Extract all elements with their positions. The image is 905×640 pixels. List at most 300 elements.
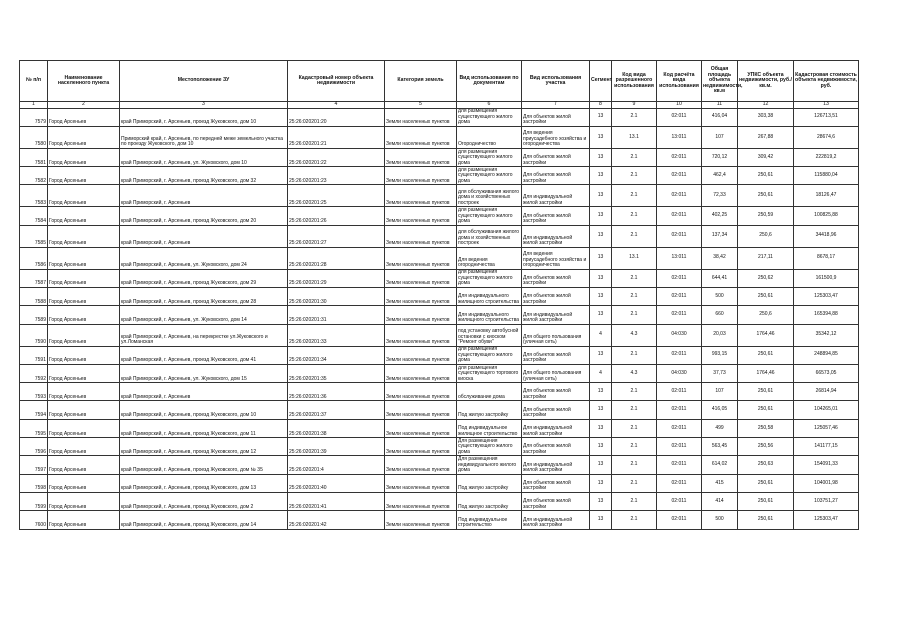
segment-cell: 13 [590,148,612,166]
cadastral-value-cell: 125057,46 [794,419,859,437]
segment-cell: 13 [590,287,612,305]
location-cell: край Приморский, г. Арсеньев, ул. Жуковского, дом 24 [120,247,288,269]
row-number-cell: 7586 [20,247,48,269]
row-number-cell: 7582 [20,167,48,185]
cadastral-value-cell: 35342,12 [794,324,859,346]
table-row [20,207,859,225]
cadastral-number-cell: 25:26:020201:4 [288,456,385,474]
table-row [20,167,859,185]
area-cell: 644,41 [702,269,738,287]
permitted-use-code-cell: 2.1 [612,306,657,324]
column-header: Вид использования участка [522,61,590,102]
table-row [20,474,859,492]
cadastral-number-cell: 25:26:020201:30 [288,287,385,305]
segment-cell: 13 [590,167,612,185]
location-cell: край Приморский, г. Арсеньев, проезд Жуковского, дом 11 [120,419,288,437]
land-category-cell: Земли населенных пунктов [385,207,457,225]
usage-by-documents-cell: Под жилую застройку [457,401,522,419]
row-number-cell: 7579 [20,108,48,126]
area-cell: 107 [702,126,738,148]
table-row [20,456,859,474]
usage-by-documents-cell: Под жилую застройку [457,492,522,510]
settlement-name-cell: Город Арсеньев [48,438,120,456]
cadastral-number-cell: 25:26:020201:29 [288,269,385,287]
area-cell: 993,15 [702,346,738,364]
column-number: 10 [657,102,702,109]
usage-of-plot-cell: Для объектов жилой застройки [522,474,590,492]
segment-cell: 13 [590,207,612,225]
calc-use-code-cell: 02:011 [657,185,702,207]
usage-by-documents-cell: для размещения существующего торгового киоска [457,364,522,382]
land-category-cell: Земли населенных пунктов [385,474,457,492]
column-header: Сегмент [590,61,612,102]
segment-cell: 13 [590,474,612,492]
usage-of-plot-cell: Для индивидуальной жилой застройки [522,306,590,324]
location-cell: край Приморский, г. Арсеньев, проезд Жуковского, дом 2 [120,492,288,510]
cadastral-value-cell: 26814,94 [794,383,859,401]
cadastral-number-cell: 25:26:020201:42 [288,511,385,529]
location-cell: край Приморский, г. Арсеньев, ул. Жуковского, дом 14 [120,306,288,324]
table-row [20,492,859,510]
land-category-cell: Земли населенных пунктов [385,269,457,287]
usage-by-documents-cell: для размещения существующего жилого дома [457,108,522,126]
upks-value-cell: 250,61 [738,511,794,529]
table-row [20,401,859,419]
column-number: 6 [457,102,522,109]
calc-use-code-cell: 04:030 [657,324,702,346]
table-row [20,185,859,207]
header-row [20,61,859,102]
upks-value-cell: 1764,46 [738,324,794,346]
calc-use-code-cell: 02:011 [657,306,702,324]
table-row [20,108,859,126]
land-category-cell: Земли населенных пунктов [385,287,457,305]
row-number-cell: 7598 [20,474,48,492]
usage-of-plot-cell: Для индивидуальной жилой застройки [522,511,590,529]
usage-of-plot-cell: Для ведения приусадебного хозяйства и огородничества [522,247,590,269]
cadastral-value-cell: 115880,04 [794,167,859,185]
calc-use-code-cell: 02:011 [657,167,702,185]
calc-use-code-cell: 02:011 [657,456,702,474]
area-cell: 137,34 [702,225,738,247]
usage-of-plot-cell: Для объектов жилой застройки [522,492,590,510]
upks-value-cell: 250,63 [738,456,794,474]
cadastral-number-cell: 25:26:020201:21 [288,126,385,148]
upks-value-cell: 267,88 [738,126,794,148]
column-number: 2 [48,102,120,109]
land-category-cell: Земли населенных пунктов [385,364,457,382]
permitted-use-code-cell: 13.1 [612,126,657,148]
cadastral-number-cell: 25:26:020201:20 [288,108,385,126]
row-number-cell: 7592 [20,364,48,382]
settlement-name-cell: Город Арсеньев [48,419,120,437]
calc-use-code-cell: 04:030 [657,364,702,382]
area-cell: 462,4 [702,167,738,185]
location-cell: край Приморский, г. Арсеньев, проезд Жуковского, дом № 35 [120,456,288,474]
location-cell: край Приморский, г. Арсеньев, ул. Жуковского, дом 15 [120,364,288,382]
usage-of-plot-cell: Для объектов жилой застройки [522,346,590,364]
area-cell: 720,12 [702,148,738,166]
column-header: Код вида разрешенного использования [612,61,657,102]
cadastral-value-cell: 28674,6 [794,126,859,148]
usage-of-plot-cell: Для объектов жилой застройки [522,287,590,305]
area-cell: 416,04 [702,108,738,126]
calc-use-code-cell: 02:011 [657,207,702,225]
usage-by-documents-cell: Для ведения огородничества [457,247,522,269]
table-row [20,419,859,437]
usage-of-plot-cell: Для индивидуальной жилой застройки [522,419,590,437]
area-cell: 107 [702,383,738,401]
land-category-cell: Земли населенных пунктов [385,167,457,185]
upks-value-cell: 1764,46 [738,364,794,382]
settlement-name-cell: Город Арсеньев [48,401,120,419]
cadastral-number-cell: 25:26:020201:41 [288,492,385,510]
settlement-name-cell: Город Арсеньев [48,306,120,324]
segment-cell: 13 [590,108,612,126]
table-row [20,324,859,346]
cadastral-value-cell: 165394,88 [794,306,859,324]
row-number-cell: 7584 [20,207,48,225]
cadastral-value-cell: 248894,85 [794,346,859,364]
column-number: 7 [522,102,590,109]
permitted-use-code-cell: 2.1 [612,438,657,456]
settlement-name-cell: Город Арсеньев [48,456,120,474]
area-cell: 402,25 [702,207,738,225]
upks-value-cell: 250,59 [738,207,794,225]
cadastral-value-cell: 104001,98 [794,474,859,492]
table-row [20,438,859,456]
land-category-cell: Земли населенных пунктов [385,225,457,247]
settlement-name-cell: Город Арсеньев [48,287,120,305]
segment-cell: 13 [590,269,612,287]
cadastral-value-cell: 126713,51 [794,108,859,126]
cadastral-value-cell: 103751,27 [794,492,859,510]
calc-use-code-cell: 02:011 [657,287,702,305]
column-header: УПКС объекта недвижимости, руб./кв.м. [738,61,794,102]
table-row [20,225,859,247]
segment-cell: 13 [590,383,612,401]
segment-cell: 13 [590,126,612,148]
upks-value-cell: 250,61 [738,185,794,207]
row-number-cell: 7594 [20,401,48,419]
upks-value-cell: 250,6 [738,225,794,247]
column-number: 11 [702,102,738,109]
row-number-cell: 7585 [20,225,48,247]
area-cell: 500 [702,511,738,529]
segment-cell: 13 [590,419,612,437]
usage-by-documents-cell: для размещения существующего жилого дома [457,346,522,364]
permitted-use-code-cell: 2.1 [612,207,657,225]
usage-by-documents-cell: обслуживание дома [457,383,522,401]
permitted-use-code-cell: 2.1 [612,383,657,401]
land-category-cell: Земли населенных пунктов [385,346,457,364]
location-cell: край Приморский, г. Арсеньев [120,185,288,207]
upks-value-cell: 303,38 [738,108,794,126]
row-number-cell: 7597 [20,456,48,474]
calc-use-code-cell: 02:011 [657,492,702,510]
area-cell: 563,45 [702,438,738,456]
location-cell: край Приморский, г. Арсеньев, проезд Жуковского, дом 12 [120,438,288,456]
cadastral-value-table [19,60,859,530]
usage-by-documents-cell: Для индивидуального жилищного строительства [457,287,522,305]
segment-cell: 13 [590,247,612,269]
segment-cell: 13 [590,401,612,419]
cadastral-value-cell: 222819,2 [794,148,859,166]
table-row [20,346,859,364]
area-cell: 414 [702,492,738,510]
permitted-use-code-cell: 2.1 [612,108,657,126]
usage-of-plot-cell: Для объектов жилой застройки [522,438,590,456]
cadastral-number-cell: 25:26:020201:27 [288,225,385,247]
cadastral-number-cell: 25:26:020201:31 [288,306,385,324]
land-category-cell: Земли населенных пунктов [385,148,457,166]
area-cell: 660 [702,306,738,324]
table-row [20,511,859,529]
row-number-cell: 7600 [20,511,48,529]
row-number-cell: 7593 [20,383,48,401]
land-category-cell: Земли населенных пунктов [385,185,457,207]
cadastral-number-cell: 25:26:020201:40 [288,474,385,492]
calc-use-code-cell: 02:011 [657,225,702,247]
settlement-name-cell: Город Арсеньев [48,324,120,346]
table-header [20,61,859,109]
cadastral-number-cell: 25:26:020201:37 [288,401,385,419]
upks-value-cell: 250,61 [738,287,794,305]
location-cell: край Приморский, г. Арсеньев, проезд Жуковского, дом 10 [120,108,288,126]
row-number-cell: 7587 [20,269,48,287]
row-number-cell: 7581 [20,148,48,166]
permitted-use-code-cell: 2.1 [612,225,657,247]
upks-value-cell: 309,42 [738,148,794,166]
location-cell: край Приморский, г. Арсеньев [120,383,288,401]
land-category-cell: Земли населенных пунктов [385,492,457,510]
usage-by-documents-cell: Под индивидуальное строительство [457,511,522,529]
calc-use-code-cell: 02:011 [657,474,702,492]
table-row [20,364,859,382]
usage-of-plot-cell: Для объектов жилой застройки [522,167,590,185]
cadastral-number-cell: 25:26:020201:34 [288,346,385,364]
land-category-cell: Земли населенных пунктов [385,306,457,324]
table-row [20,287,859,305]
usage-by-documents-cell: для размещения существующего жилого дома [457,207,522,225]
land-category-cell: Земли населенных пунктов [385,419,457,437]
usage-of-plot-cell: Для объектов жилой застройки [522,401,590,419]
row-number-cell: 7599 [20,492,48,510]
calc-use-code-cell: 02:011 [657,383,702,401]
segment-cell: 13 [590,511,612,529]
permitted-use-code-cell: 2.1 [612,148,657,166]
cadastral-value-cell: 18126,47 [794,185,859,207]
row-number-cell: 7590 [20,324,48,346]
upks-value-cell: 250,61 [738,474,794,492]
location-cell: край Приморский, г. Арсеньев, проезд Жуковского, дом 28 [120,287,288,305]
usage-by-documents-cell: Для индивидуального жилищного строительства [457,306,522,324]
land-category-cell: Земли населенных пунктов [385,383,457,401]
location-cell: край Приморский, г. Арсеньев, проезд Жуковского, дом 20 [120,207,288,225]
settlement-name-cell: Город Арсеньев [48,126,120,148]
row-number-cell: 7595 [20,419,48,437]
table-row [20,306,859,324]
usage-of-plot-cell: Для объектов жилой застройки [522,269,590,287]
cadastral-table-sheet [19,60,859,530]
segment-cell: 13 [590,438,612,456]
segment-cell: 13 [590,492,612,510]
usage-of-plot-cell: Для объектов жилой застройки [522,148,590,166]
column-header: Категория земель [385,61,457,102]
row-number-cell: 7591 [20,346,48,364]
cadastral-value-cell: 161500,9 [794,269,859,287]
permitted-use-code-cell: 2.1 [612,287,657,305]
calc-use-code-cell: 02:011 [657,346,702,364]
segment-cell: 13 [590,225,612,247]
usage-by-documents-cell: Под жилую застройку [457,474,522,492]
permitted-use-code-cell: 2.1 [612,167,657,185]
column-number: 9 [612,102,657,109]
settlement-name-cell: Город Арсеньев [48,167,120,185]
segment-cell: 13 [590,306,612,324]
settlement-name-cell: Город Арсеньев [48,207,120,225]
location-cell: край Приморский, г. Арсеньев, проезд Жуковского, дом 10 [120,401,288,419]
settlement-name-cell: Город Арсеньев [48,364,120,382]
segment-cell: 13 [590,346,612,364]
upks-value-cell: 250,61 [738,346,794,364]
settlement-name-cell: Город Арсеньев [48,492,120,510]
usage-of-plot-cell: Для индивидуальной жилой застройки [522,185,590,207]
usage-of-plot-cell: Для индивидуальной жилой застройки [522,456,590,474]
area-cell: 20,03 [702,324,738,346]
column-header: Общая площадь объекта недвижимости, кв.м [702,61,738,102]
upks-value-cell: 250,6 [738,306,794,324]
column-number: 8 [590,102,612,109]
permitted-use-code-cell: 2.1 [612,511,657,529]
land-category-cell: Земли населенных пунктов [385,108,457,126]
column-number: 13 [794,102,859,109]
permitted-use-code-cell: 2.1 [612,346,657,364]
usage-of-plot-cell: Для общего пользования (уличная сеть) [522,364,590,382]
calc-use-code-cell: 02:011 [657,419,702,437]
area-cell: 499 [702,419,738,437]
segment-cell: 13 [590,456,612,474]
usage-by-documents-cell: для размещения существующего жилого дома [457,148,522,166]
cadastral-value-cell: 104265,01 [794,401,859,419]
permitted-use-code-cell: 13.1 [612,247,657,269]
settlement-name-cell: Город Арсеньев [48,269,120,287]
calc-use-code-cell: 02:011 [657,511,702,529]
usage-by-documents-cell: для обслуживания жилого дома и хозяйственных построек [457,185,522,207]
usage-by-documents-cell: под установку автобусной остановки с киоском "Ремонт обуви" [457,324,522,346]
column-header: Наименование населенного пункта [48,61,120,102]
area-cell: 415 [702,474,738,492]
settlement-name-cell: Город Арсеньев [48,108,120,126]
column-header: Кадастровая стоимость объекта недвижимости, руб. [794,61,859,102]
row-number-cell: 7589 [20,306,48,324]
calc-use-code-cell: 02:011 [657,108,702,126]
table-row [20,383,859,401]
area-cell: 72,33 [702,185,738,207]
land-category-cell: Земли населенных пунктов [385,456,457,474]
usage-by-documents-cell: для размещения существующего жилого дома [457,167,522,185]
usage-by-documents-cell: Для размещения существующего жилого дома [457,438,522,456]
cadastral-number-cell: 25:26:020201:23 [288,167,385,185]
settlement-name-cell: Город Арсеньев [48,474,120,492]
cadastral-value-cell: 8678,17 [794,247,859,269]
cadastral-value-cell: 34418,96 [794,225,859,247]
permitted-use-code-cell: 2.1 [612,474,657,492]
usage-of-plot-cell: Для объектов жилой застройки [522,207,590,225]
land-category-cell: Земли населенных пунктов [385,324,457,346]
usage-by-documents-cell: для размещения существующего жилого дома [457,269,522,287]
area-cell: 37,73 [702,364,738,382]
upks-value-cell: 250,61 [738,401,794,419]
location-cell: край Приморский, г. Арсеньев, проезд Жуковского, дом 41 [120,346,288,364]
settlement-name-cell: Город Арсеньев [48,185,120,207]
row-number-cell: 7596 [20,438,48,456]
usage-by-documents-cell: Огородничество [457,126,522,148]
row-number-cell: 7588 [20,287,48,305]
column-number: 12 [738,102,794,109]
usage-of-plot-cell: Для ведения приусадебного хозяйства и огородничества [522,126,590,148]
upks-value-cell: 250,62 [738,269,794,287]
column-number: 1 [20,102,48,109]
area-cell: 500 [702,287,738,305]
usage-of-plot-cell: Для объектов жилой застройки [522,383,590,401]
land-category-cell: Земли населенных пунктов [385,511,457,529]
column-number: 3 [120,102,288,109]
calc-use-code-cell: 02:011 [657,148,702,166]
settlement-name-cell: Город Арсеньев [48,511,120,529]
cadastral-value-cell: 100825,88 [794,207,859,225]
upks-value-cell: 250,58 [738,419,794,437]
column-number: 5 [385,102,457,109]
column-header: № п/п [20,61,48,102]
cadastral-number-cell: 25:26:020201:26 [288,207,385,225]
permitted-use-code-cell: 4.3 [612,364,657,382]
permitted-use-code-cell: 2.1 [612,401,657,419]
cadastral-value-cell: 125303,47 [794,511,859,529]
permitted-use-code-cell: 2.1 [612,419,657,437]
permitted-use-code-cell: 2.1 [612,185,657,207]
location-cell: Приморский край, г. Арсеньев, по передней меже земельного участка по проезду Жуковского, дом 10 [120,126,288,148]
permitted-use-code-cell: 2.1 [612,456,657,474]
settlement-name-cell: Город Арсеньев [48,346,120,364]
location-cell: край Приморский, г. Арсеньев, проезд Жуковского, дом 14 [120,511,288,529]
upks-value-cell: 250,56 [738,438,794,456]
cadastral-value-cell: 141177,15 [794,438,859,456]
land-category-cell: Земли населенных пунктов [385,126,457,148]
upks-value-cell: 250,61 [738,492,794,510]
upks-value-cell: 250,61 [738,167,794,185]
cadastral-value-cell: 66573,05 [794,364,859,382]
permitted-use-code-cell: 4.3 [612,324,657,346]
cadastral-number-cell: 25:26:020201:39 [288,438,385,456]
column-header: Код расчёта вида использования [657,61,702,102]
location-cell: край Приморский, г. Арсеньев, проезд Жуковского, дом 13 [120,474,288,492]
table-row [20,126,859,148]
upks-value-cell: 217,11 [738,247,794,269]
cadastral-number-cell: 25:26:020201:38 [288,419,385,437]
table-body [20,108,859,529]
permitted-use-code-cell: 2.1 [612,269,657,287]
settlement-name-cell: Город Арсеньев [48,225,120,247]
land-category-cell: Земли населенных пунктов [385,401,457,419]
permitted-use-code-cell: 2.1 [612,492,657,510]
cadastral-number-cell: 25:26:020201:22 [288,148,385,166]
cadastral-number-cell: 25:26:020201:33 [288,324,385,346]
land-category-cell: Земли населенных пунктов [385,438,457,456]
segment-cell: 4 [590,364,612,382]
usage-of-plot-cell: Для общего пользования (уличная сеть) [522,324,590,346]
table-row [20,269,859,287]
